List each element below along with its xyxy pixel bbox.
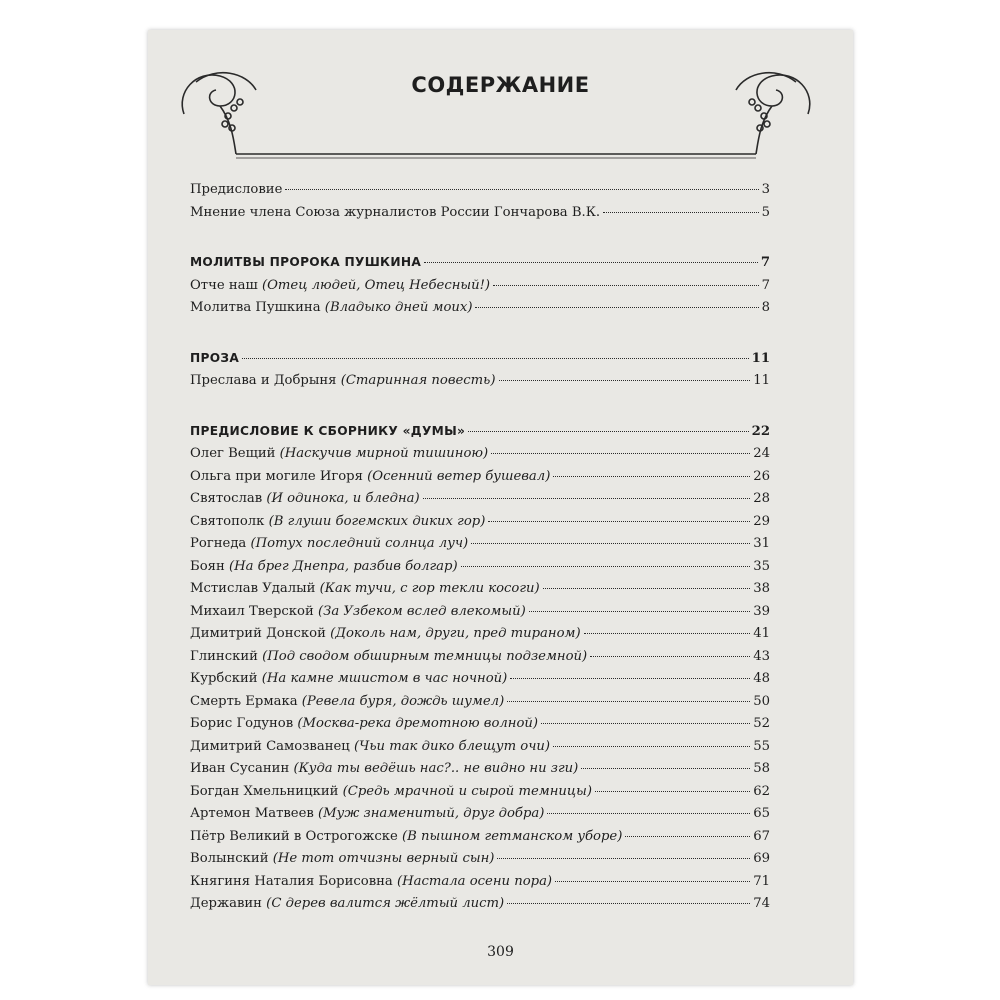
entry-main-title: Преслава и Добрыня bbox=[190, 373, 337, 388]
entry-page: 3 bbox=[761, 182, 770, 197]
toc-section-heading[interactable] bbox=[190, 255, 770, 278]
table-of-contents bbox=[190, 182, 770, 919]
dot-leader bbox=[491, 453, 750, 454]
entry-page: 41 bbox=[753, 626, 770, 641]
toc-entry[interactable] bbox=[190, 784, 770, 807]
entry-subtitle: (Средь мрачной и сырой темницы) bbox=[342, 783, 592, 799]
entry-title bbox=[190, 806, 544, 821]
toc-entry[interactable] bbox=[190, 581, 770, 604]
entry-subtitle: (Старинная повесть) bbox=[340, 373, 496, 388]
entry-title bbox=[190, 373, 496, 388]
entry-main-title: Княгиня Наталия Борисовна bbox=[190, 873, 393, 889]
entry-main-title: Святослав bbox=[190, 491, 263, 506]
entry-page: 67 bbox=[753, 828, 770, 844]
section-title: ПРЕДИСЛОВИЕ К СБОРНИКУ «ДУМЫ» bbox=[190, 423, 466, 438]
entry-page: 52 bbox=[753, 716, 770, 731]
entry-page: 38 bbox=[753, 581, 770, 596]
entry-page: 5 bbox=[761, 204, 770, 220]
entry-title bbox=[190, 469, 550, 484]
entry-page: 29 bbox=[753, 513, 770, 529]
dot-leader bbox=[529, 611, 750, 612]
entry-page: 55 bbox=[753, 738, 770, 754]
entry-page: 26 bbox=[753, 468, 770, 484]
entry-main-title: Пётр Великий в Острогожске bbox=[190, 828, 398, 844]
toc-entry[interactable] bbox=[190, 536, 770, 559]
entry-main-title: Отче наш bbox=[190, 277, 258, 293]
entry-subtitle: (Отец людей, Отец Небесный!) bbox=[261, 277, 491, 293]
entry-subtitle: (Муж знаменитый, друг добра) bbox=[318, 806, 545, 821]
entry-subtitle: (Под сводом обширным темницы подземной) bbox=[262, 648, 588, 664]
toc-entry[interactable] bbox=[190, 806, 770, 829]
entry-main-title: Димитрий Донской bbox=[190, 626, 326, 641]
page-number: 309 bbox=[487, 944, 514, 960]
section-title: МОЛИТВЫ ПРОРОКА ПУШКИНА bbox=[190, 255, 422, 269]
dot-leader bbox=[541, 723, 750, 724]
toc-entry[interactable] bbox=[190, 446, 770, 469]
dot-leader bbox=[461, 566, 751, 567]
dot-leader bbox=[555, 881, 750, 882]
entry-main-title: Богдан Хмельницкий bbox=[190, 783, 339, 799]
dot-leader bbox=[424, 262, 758, 263]
entry-title bbox=[190, 514, 485, 529]
entry-title bbox=[190, 604, 526, 619]
dot-leader bbox=[468, 431, 748, 432]
entry-subtitle: (Москва-река дремотною волной) bbox=[297, 716, 539, 731]
entry-main-title: Олег Вещий bbox=[190, 446, 276, 461]
entry-page: 8 bbox=[761, 300, 770, 315]
entry-subtitle: (Чьи так дико блещут очи) bbox=[353, 738, 551, 754]
entry-page: 24 bbox=[753, 446, 770, 461]
entry-title: Предисловие bbox=[190, 182, 283, 197]
entry-page: 71 bbox=[753, 873, 770, 889]
dot-leader bbox=[510, 678, 750, 679]
entry-title bbox=[190, 829, 622, 844]
entry-main-title: Волынский bbox=[190, 851, 269, 866]
toc-entry[interactable] bbox=[190, 626, 770, 649]
dot-leader bbox=[497, 858, 750, 859]
section-page: 22 bbox=[751, 423, 770, 439]
toc-entry[interactable] bbox=[190, 694, 770, 717]
entry-main-title: Смерть Ермака bbox=[190, 693, 298, 709]
entry-title bbox=[190, 300, 472, 315]
entry-main-title: Рогнеда bbox=[190, 536, 247, 551]
toc-entry[interactable] bbox=[190, 874, 770, 897]
toc-entry[interactable] bbox=[190, 559, 770, 582]
entry-main-title: Молитва Пушкина bbox=[190, 300, 321, 315]
entry-page: 62 bbox=[753, 783, 770, 799]
dot-leader bbox=[584, 633, 751, 634]
entry-page: 65 bbox=[753, 806, 770, 821]
entry-title bbox=[190, 446, 488, 461]
dot-leader bbox=[499, 380, 751, 381]
entry-page: 58 bbox=[753, 761, 770, 776]
entry-main-title: Михаил Тверской bbox=[190, 603, 314, 619]
entry-subtitle: (С дерев валится жёлтый лист) bbox=[266, 896, 505, 911]
entry-main-title: Димитрий Самозванец bbox=[190, 738, 350, 754]
entry-title: Мнение члена Союза журналистов России Гончарова В.К. bbox=[190, 204, 601, 220]
entry-subtitle: (Настала осени пора) bbox=[396, 873, 553, 889]
dot-leader bbox=[507, 903, 750, 904]
dot-leader bbox=[553, 476, 750, 477]
toc-entry[interactable] bbox=[190, 373, 770, 396]
toc-section-heading[interactable] bbox=[190, 424, 770, 447]
section-title: ПРОЗА bbox=[190, 350, 240, 365]
dot-leader bbox=[553, 746, 750, 747]
dot-leader bbox=[603, 212, 759, 213]
entry-subtitle: (На брег Днепра, разбив болгар) bbox=[228, 558, 458, 574]
entry-main-title: Святополк bbox=[190, 513, 265, 529]
dot-leader bbox=[590, 656, 750, 657]
entry-title bbox=[190, 761, 578, 776]
entry-title bbox=[190, 491, 420, 506]
dot-leader bbox=[595, 791, 750, 792]
dot-leader bbox=[285, 189, 758, 190]
page-title: СОДЕРЖАНИЕ bbox=[411, 73, 590, 97]
dot-leader bbox=[471, 543, 750, 544]
entry-page: 28 bbox=[753, 491, 770, 506]
entry-title bbox=[190, 649, 587, 664]
entry-title bbox=[190, 559, 458, 574]
section-page: 11 bbox=[751, 350, 770, 366]
entry-page: 31 bbox=[753, 536, 770, 551]
entry-subtitle: (За Узбеком вслед влекомый) bbox=[317, 603, 526, 619]
entry-main-title: Мстислав Удалый bbox=[190, 581, 316, 596]
entry-subtitle: (Как тучи, с гор текли косоги) bbox=[319, 581, 540, 596]
entry-page: 11 bbox=[753, 373, 770, 388]
entry-subtitle: (И одинока, и бледна) bbox=[266, 491, 420, 506]
entry-title bbox=[190, 896, 504, 911]
dot-leader bbox=[625, 836, 750, 837]
entry-subtitle: (Осенний ветер бушевал) bbox=[367, 468, 551, 484]
entry-page: 7 bbox=[761, 277, 770, 293]
toc-entry[interactable] bbox=[190, 300, 770, 323]
entry-main-title: Глинский bbox=[190, 648, 258, 664]
dot-leader bbox=[543, 588, 751, 589]
entry-page: 48 bbox=[753, 671, 770, 686]
entry-subtitle: (Доколь нам, други, пред тираном) bbox=[330, 626, 581, 641]
book-page bbox=[148, 30, 853, 985]
entry-subtitle: (На камне мшистом в час ночной) bbox=[261, 671, 508, 686]
toc-entry[interactable] bbox=[190, 671, 770, 694]
toc-entry[interactable] bbox=[190, 829, 770, 852]
dot-leader bbox=[488, 521, 750, 522]
entry-main-title: Ольга при могиле Игоря bbox=[190, 468, 363, 484]
entry-page: 50 bbox=[753, 693, 770, 709]
dot-leader bbox=[507, 701, 750, 702]
toc-entry[interactable] bbox=[190, 716, 770, 739]
entry-title bbox=[190, 694, 504, 709]
toc-entry[interactable] bbox=[190, 469, 770, 492]
entry-subtitle: (В глуши богемских диких гор) bbox=[268, 513, 486, 529]
dot-leader bbox=[581, 768, 750, 769]
toc-section-heading[interactable] bbox=[190, 351, 770, 374]
toc-entry[interactable] bbox=[190, 604, 770, 627]
entry-title bbox=[190, 851, 494, 866]
entry-page: 43 bbox=[753, 648, 770, 664]
entry-subtitle: (Не тот отчизны верный сын) bbox=[272, 851, 495, 866]
entry-title bbox=[190, 278, 490, 293]
entry-main-title: Артемон Матвеев bbox=[190, 806, 314, 821]
toc-entry[interactable] bbox=[190, 761, 770, 784]
entry-main-title: Иван Сусанин bbox=[190, 761, 290, 776]
toc-entry[interactable] bbox=[190, 649, 770, 672]
entry-subtitle: (Куда ты ведёшь нас?.. не видно ни зги) bbox=[293, 761, 579, 776]
entry-main-title: Курбский bbox=[190, 671, 258, 686]
dot-leader bbox=[242, 358, 749, 359]
entry-title bbox=[190, 671, 507, 686]
entry-title bbox=[190, 536, 468, 551]
entry-title bbox=[190, 626, 581, 641]
entry-main-title: Державин bbox=[190, 896, 262, 911]
section-page: 7 bbox=[760, 255, 770, 270]
entry-subtitle: (Потух последний солнца луч) bbox=[250, 536, 469, 551]
entry-page: 39 bbox=[753, 603, 770, 619]
entry-page: 74 bbox=[753, 896, 770, 911]
toc-entry[interactable] bbox=[190, 491, 770, 514]
entry-page: 35 bbox=[753, 558, 770, 574]
toc-entry[interactable] bbox=[190, 896, 770, 919]
entry-page: 69 bbox=[753, 851, 770, 866]
dot-leader bbox=[475, 307, 758, 308]
dot-leader bbox=[493, 285, 759, 286]
entry-main-title: Борис Годунов bbox=[190, 716, 294, 731]
toc-entry[interactable] bbox=[190, 182, 770, 205]
entry-title bbox=[190, 581, 540, 596]
entry-title bbox=[190, 739, 550, 754]
toc-entry[interactable] bbox=[190, 514, 770, 537]
entry-subtitle: (Владыко дней моих) bbox=[324, 300, 473, 315]
entry-subtitle: (Наскучив мирной тишиною) bbox=[279, 446, 489, 461]
entry-main-title: Боян bbox=[190, 558, 225, 574]
toc-entry[interactable] bbox=[190, 739, 770, 762]
toc-entry[interactable] bbox=[190, 205, 770, 228]
entry-title bbox=[190, 874, 552, 889]
entry-title bbox=[190, 716, 538, 731]
entry-title bbox=[190, 784, 592, 799]
entry-subtitle: (Ревела буря, дождь шумел) bbox=[301, 693, 505, 709]
entry-subtitle: (В пышном гетманском уборе) bbox=[402, 828, 623, 844]
dot-leader bbox=[547, 813, 750, 814]
toc-entry[interactable] bbox=[190, 851, 770, 874]
toc-entry[interactable] bbox=[190, 278, 770, 301]
dot-leader bbox=[423, 498, 751, 499]
